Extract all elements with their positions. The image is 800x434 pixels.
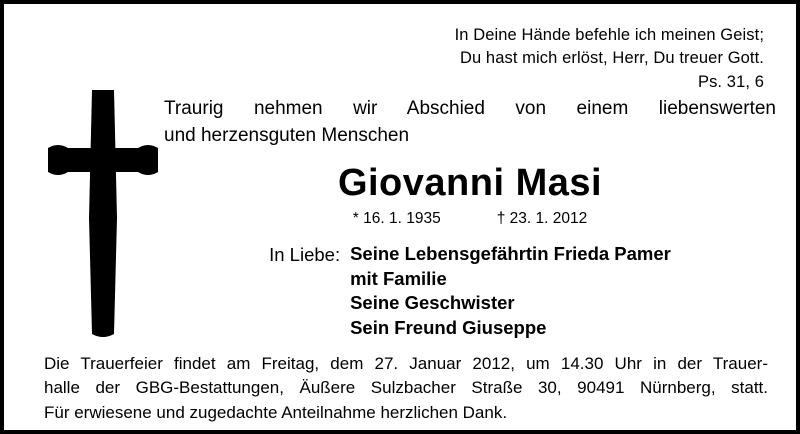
verse-line-1: In Deine Hände befehle ich meinen Geist; [454, 26, 764, 44]
survivors-names [350, 242, 671, 340]
details-line-2: halle der GBG-Bestattungen, Äußere Sulzbacher Straße 30, 90491 Nürnberg, statt. [44, 378, 768, 398]
verse-reference: Ps. 31, 6 [697, 72, 764, 91]
survivors-lead: In Liebe: [269, 244, 341, 265]
survivor-entry: Seine Geschwister [350, 292, 515, 314]
deceased-name: Giovanni Masi [337, 162, 603, 204]
birth-date: * 16. 1. 1935 [352, 210, 441, 227]
funeral-details [44, 352, 768, 425]
details-line-3: Für erwiesene und zugedachte Anteilnahme herzlichen Dank. [44, 402, 508, 422]
survivors-block [164, 242, 776, 340]
survivor-entry: mit Familie [350, 267, 447, 289]
intro-line-1: Traurig nehmen wir Abschied von einem liebenswerten [164, 98, 776, 119]
bible-verse [204, 24, 764, 94]
death-date: † 23. 1. 2012 [496, 210, 588, 227]
christian-cross-icon [48, 90, 158, 340]
survivor-entry: Seine Lebensgefährtin Frieda Pamer [350, 243, 671, 264]
survivor-entry: Sein Freund Giuseppe [350, 316, 547, 338]
intro-text [164, 96, 776, 149]
intro-line-2: und herzensguten Menschen [164, 124, 410, 146]
details-line-1: Die Trauerfeier findet am Freitag, dem 27. Januar 2012, um 14.30 Uhr in der Trauer- [44, 354, 768, 373]
verse-line-2: Du hast mich erlöst, Herr, Du treuer Gott. [459, 49, 764, 68]
life-dates [164, 210, 776, 228]
